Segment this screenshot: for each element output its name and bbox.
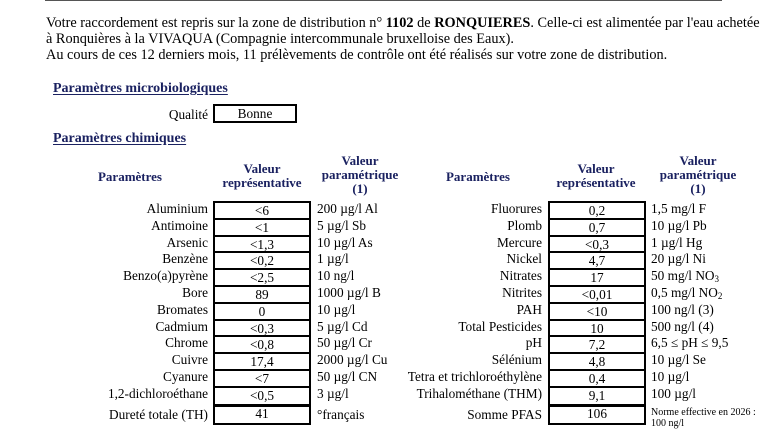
param-name: Somme PFAS xyxy=(467,406,542,422)
header-value-l2: représentative xyxy=(556,175,636,190)
header-value-l1: Valeur xyxy=(243,161,281,176)
pfas-norm-note: Norme effective en 2026 : 100 ng/l xyxy=(651,406,756,429)
header-norm-l2: paramétrique xyxy=(659,167,737,182)
header-param-left: Paramètres xyxy=(97,169,162,184)
param-norm: 500 ng/l (4) xyxy=(651,318,714,334)
param-value: 0 xyxy=(215,304,309,321)
param-name: Nitrates xyxy=(499,268,542,284)
param-name: Sélénium xyxy=(491,352,542,368)
param-value: <0,01 xyxy=(550,287,644,304)
param-norm: 5 µg/l Sb xyxy=(317,217,367,233)
param-name: pH xyxy=(525,335,542,351)
param-name: Arsenic xyxy=(166,234,208,250)
header-value-l2: représentative xyxy=(222,175,302,190)
param-norm: 10 µg/l xyxy=(651,368,690,384)
param-value: <2,5 xyxy=(215,270,309,287)
param-name: Chrome xyxy=(165,335,208,351)
left-values-box xyxy=(213,201,311,407)
param-norm: 20 µg/l Ni xyxy=(651,251,706,267)
header-value-left xyxy=(214,162,310,190)
param-value: <0,2 xyxy=(215,253,309,270)
intro-part1: Votre raccordement est repris sur la zone de distribution n° xyxy=(46,15,386,31)
param-norm xyxy=(651,268,766,285)
param-norm: 10 ng/l xyxy=(317,268,355,284)
param-value: 0,2 xyxy=(550,203,644,220)
param-name: Nickel xyxy=(506,251,542,267)
param-value: <0,5 xyxy=(249,387,275,403)
param-value: 17 xyxy=(550,270,644,287)
header-param-right: Paramètres xyxy=(445,169,510,184)
param-norm: 1000 µg/l B xyxy=(317,284,381,300)
left-param-names xyxy=(40,201,208,423)
header-norm-l1: Valeur xyxy=(679,153,717,168)
header-norm-l3: (1) xyxy=(690,181,706,196)
param-value: 4,8 xyxy=(550,354,644,371)
right-pfas-box xyxy=(548,404,646,425)
param-name: Benzo(a)pyrène xyxy=(123,268,208,284)
param-name: Antimoine xyxy=(151,217,208,233)
param-norm xyxy=(651,406,766,429)
param-norm: 100 µg/l xyxy=(651,385,696,401)
param-norm: 2000 µg/l Cu xyxy=(317,352,388,368)
chem-section-title: Paramètres chimiques xyxy=(53,131,187,146)
norm-subscript: 2 xyxy=(717,290,723,301)
param-value: 0,4 xyxy=(550,371,644,388)
param-name: Benzène xyxy=(162,251,208,267)
header-norm-l2: paramétrique xyxy=(321,167,399,182)
param-value: 17,4 xyxy=(215,354,309,371)
intro-part2: de xyxy=(413,15,435,31)
quality-label: Qualité xyxy=(168,107,208,122)
param-name: Total Pesticides xyxy=(458,318,542,334)
param-value: 7,2 xyxy=(550,337,644,354)
intro-text xyxy=(46,15,766,64)
param-name: PAH xyxy=(516,301,542,317)
header-norm-left xyxy=(312,154,408,196)
param-value: <1,3 xyxy=(215,237,309,254)
param-value: 9,1 xyxy=(588,387,606,403)
intro-part3: . Celle-ci est alimentée par l'eau achetée à Ronquières à la VIVAQUA (Compagnie intercommunale bruxelloise des Eaux). xyxy=(46,15,760,48)
top-edge xyxy=(0,0,770,10)
param-value: 106 xyxy=(587,406,607,421)
header-value-l1: Valeur xyxy=(577,161,615,176)
param-norm: 100 ng/l (3) xyxy=(651,301,714,317)
norm-subscript: 3 xyxy=(714,274,720,285)
param-name: 1,2-dichloroéthane xyxy=(107,385,208,401)
param-norm: 10 µg/l Pb xyxy=(651,217,707,233)
header-norm-l1: Valeur xyxy=(341,153,379,168)
param-norm: 6,5 ≤ pH ≤ 9,5 xyxy=(651,335,729,351)
param-name: Bromates xyxy=(157,301,208,317)
param-name: Cuivre xyxy=(171,352,208,368)
param-value: <0,3 xyxy=(215,321,309,338)
header-norm-l3: (1) xyxy=(352,181,368,196)
param-name: Tetra et trichloroéthylène xyxy=(407,368,542,384)
param-name: Fluorures xyxy=(491,201,542,216)
param-value: 4,7 xyxy=(550,253,644,270)
param-norm: 10 µg/l As xyxy=(317,234,373,250)
param-name: Dureté totale (TH) xyxy=(109,406,208,422)
param-norm: 5 µg/l Cd xyxy=(317,318,368,334)
right-param-norms xyxy=(651,201,766,429)
param-norm: 3 µg/l xyxy=(317,385,349,401)
param-name: Cadmium xyxy=(155,318,208,334)
param-norm: 1,5 mg/l F xyxy=(651,201,707,216)
param-name: Cyanure xyxy=(162,368,208,384)
param-value: <10 xyxy=(550,304,644,321)
param-name: Trihalométhane (THM) xyxy=(416,385,542,401)
param-value: <7 xyxy=(215,371,309,388)
param-name: Bore xyxy=(182,284,208,300)
left-hardness-box xyxy=(213,404,311,425)
right-param-names xyxy=(390,201,542,423)
city-name: RONQUIERES xyxy=(434,15,531,31)
param-norm: 200 µg/l Al xyxy=(317,201,378,216)
zone-number: 1102 xyxy=(385,15,414,31)
param-value: <0,3 xyxy=(550,237,644,254)
param-norm: 10 µg/l Se xyxy=(651,352,706,368)
micro-section-title: Paramètres microbiologiques xyxy=(53,81,228,96)
right-values-box xyxy=(548,201,646,407)
param-value: 41 xyxy=(255,406,269,421)
param-norm: 50 µg/l CN xyxy=(317,368,378,384)
param-name: Aluminium xyxy=(146,201,208,216)
norm-text: 0,5 mg/l NO xyxy=(651,284,718,300)
norm-text: 50 mg/l NO xyxy=(651,268,715,284)
param-norm: 1 µg/l Hg xyxy=(651,234,703,250)
param-name: Nitrites xyxy=(502,284,542,300)
param-name: Mercure xyxy=(496,234,542,250)
param-value: <6 xyxy=(215,203,309,220)
param-value: 10 xyxy=(550,321,644,338)
param-value: 0,7 xyxy=(550,220,644,237)
quality-value: Bonne xyxy=(213,104,297,123)
intro-line-1 xyxy=(46,15,766,47)
param-norm: 1 µg/l xyxy=(317,251,349,267)
param-norm xyxy=(651,285,766,302)
param-value: 89 xyxy=(215,287,309,304)
header-value-right xyxy=(548,162,644,190)
param-value: <0,8 xyxy=(215,337,309,354)
param-norm: 50 µg/l Cr xyxy=(317,335,372,351)
param-norm: °français xyxy=(317,406,365,422)
header-norm-right xyxy=(652,154,744,196)
param-name: Plomb xyxy=(507,217,542,233)
param-norm: 10 µg/l xyxy=(317,301,356,317)
intro-line-2: Au cours de ces 12 derniers mois, 11 prélèvements de contrôle ont été réalisés sur votre zone de distribution. xyxy=(46,47,668,64)
param-value: <1 xyxy=(215,220,309,237)
